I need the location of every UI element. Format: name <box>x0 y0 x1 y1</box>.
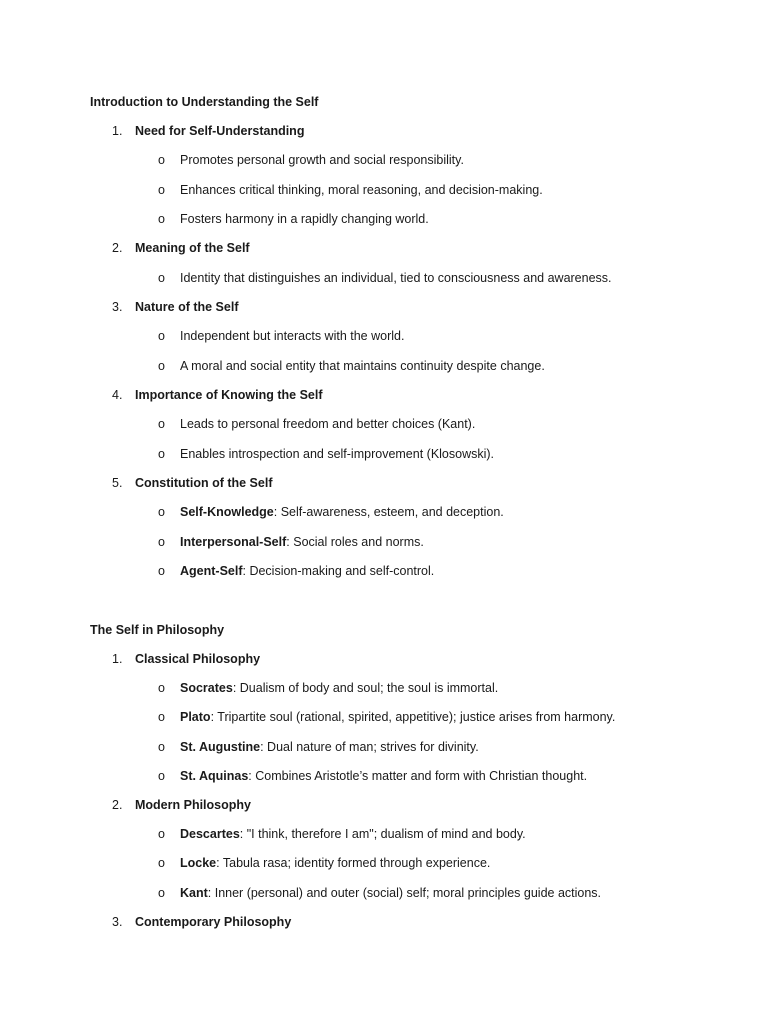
bullet-text <box>180 505 504 519</box>
bullet-text: Enhances critical thinking, moral reasoning, and decision-making. <box>180 183 543 197</box>
item-number: 1. <box>112 652 123 666</box>
bullet-term: Plato <box>180 710 211 724</box>
bullet-text <box>180 769 587 783</box>
bullet-term: Locke <box>180 856 217 870</box>
item-heading: Importance of Knowing the Self <box>135 388 323 402</box>
section-title: The Self in Philosophy <box>90 623 225 637</box>
bullet-marker: o <box>158 856 165 870</box>
bullet-term: Self-Knowledge <box>180 505 274 519</box>
bullet-marker: o <box>158 564 165 578</box>
bullet-text: Fosters harmony in a rapidly changing world. <box>180 212 429 226</box>
bullet-text <box>180 740 479 754</box>
bullet-desc: : Decision-making and self-control. <box>242 564 435 578</box>
bullet-term: Kant <box>180 886 208 900</box>
bullet-term: St. Aquinas <box>180 769 249 783</box>
bullet-term: Agent-Self <box>180 564 243 578</box>
item-number: 5. <box>112 476 123 490</box>
bullet-marker: o <box>158 183 165 197</box>
bullet-desc: : Combines Aristotle’s matter and form with Christian thought. <box>248 769 588 783</box>
bullet-text <box>180 535 424 549</box>
bullet-marker: o <box>158 740 165 754</box>
item-heading: Need for Self-Understanding <box>135 124 305 138</box>
bullet-text: A moral and social entity that maintains continuity despite change. <box>180 359 545 373</box>
bullet-text <box>180 681 498 695</box>
bullet-marker: o <box>158 827 165 841</box>
item-number: 1. <box>112 124 123 138</box>
bullet-marker: o <box>158 329 165 343</box>
bullet-desc: : Social roles and norms. <box>286 535 424 549</box>
bullet-marker: o <box>158 886 165 900</box>
bullet-text: Enables introspection and self-improvement (Klosowski). <box>180 447 495 461</box>
item-heading: Nature of the Self <box>135 300 239 314</box>
item-number: 3. <box>112 915 123 929</box>
bullet-desc: : Tabula rasa; identity formed through experience. <box>216 856 491 870</box>
bullet-marker: o <box>158 271 165 285</box>
bullet-text <box>180 710 615 724</box>
bullet-marker: o <box>158 212 165 226</box>
bullet-marker: o <box>158 681 165 695</box>
item-number: 4. <box>112 388 123 402</box>
section-title: Introduction to Understanding the Self <box>90 95 319 109</box>
bullet-desc: : Inner (personal) and outer (social) self; moral principles guide actions. <box>207 886 602 900</box>
bullet-marker: o <box>158 769 165 783</box>
item-heading: Modern Philosophy <box>135 798 251 812</box>
bullet-text: Identity that distinguishes an individual, tied to consciousness and awareness. <box>180 271 612 285</box>
bullet-marker: o <box>158 505 165 519</box>
bullet-text: Leads to personal freedom and better choices (Kant). <box>180 417 476 431</box>
bullet-text <box>180 886 601 900</box>
item-number: 3. <box>112 300 123 314</box>
bullet-desc: : Self-awareness, esteem, and deception. <box>273 505 504 519</box>
item-number: 2. <box>112 798 123 812</box>
bullet-desc: : "I think, therefore I am"; dualism of mind and body. <box>239 827 526 841</box>
bullet-text: Independent but interacts with the world. <box>180 329 405 343</box>
bullet-marker: o <box>158 359 165 373</box>
bullet-marker: o <box>158 447 165 461</box>
bullet-term: St. Augustine <box>180 740 261 754</box>
item-heading: Classical Philosophy <box>135 652 261 666</box>
bullet-desc: : Dual nature of man; strives for divinity. <box>260 740 479 754</box>
bullet-marker: o <box>158 710 165 724</box>
bullet-marker: o <box>158 417 165 431</box>
bullet-marker: o <box>158 153 165 167</box>
bullet-term: Interpersonal-Self <box>180 535 287 549</box>
bullet-text <box>180 564 434 578</box>
item-heading: Constitution of the Self <box>135 476 273 490</box>
bullet-desc: : Dualism of body and soul; the soul is immortal. <box>232 681 499 695</box>
item-heading: Contemporary Philosophy <box>135 915 292 929</box>
bullet-text <box>180 827 526 841</box>
bullet-text: Promotes personal growth and social responsibility. <box>180 153 464 167</box>
bullet-term: Socrates <box>180 681 233 695</box>
item-number: 2. <box>112 241 123 255</box>
bullet-marker: o <box>158 535 165 549</box>
bullet-text <box>180 856 490 870</box>
item-heading: Meaning of the Self <box>135 241 250 255</box>
bullet-desc: : Tripartite soul (rational, spirited, appetitive); justice arises from harmony. <box>210 710 616 724</box>
bullet-term: Descartes <box>180 827 240 841</box>
